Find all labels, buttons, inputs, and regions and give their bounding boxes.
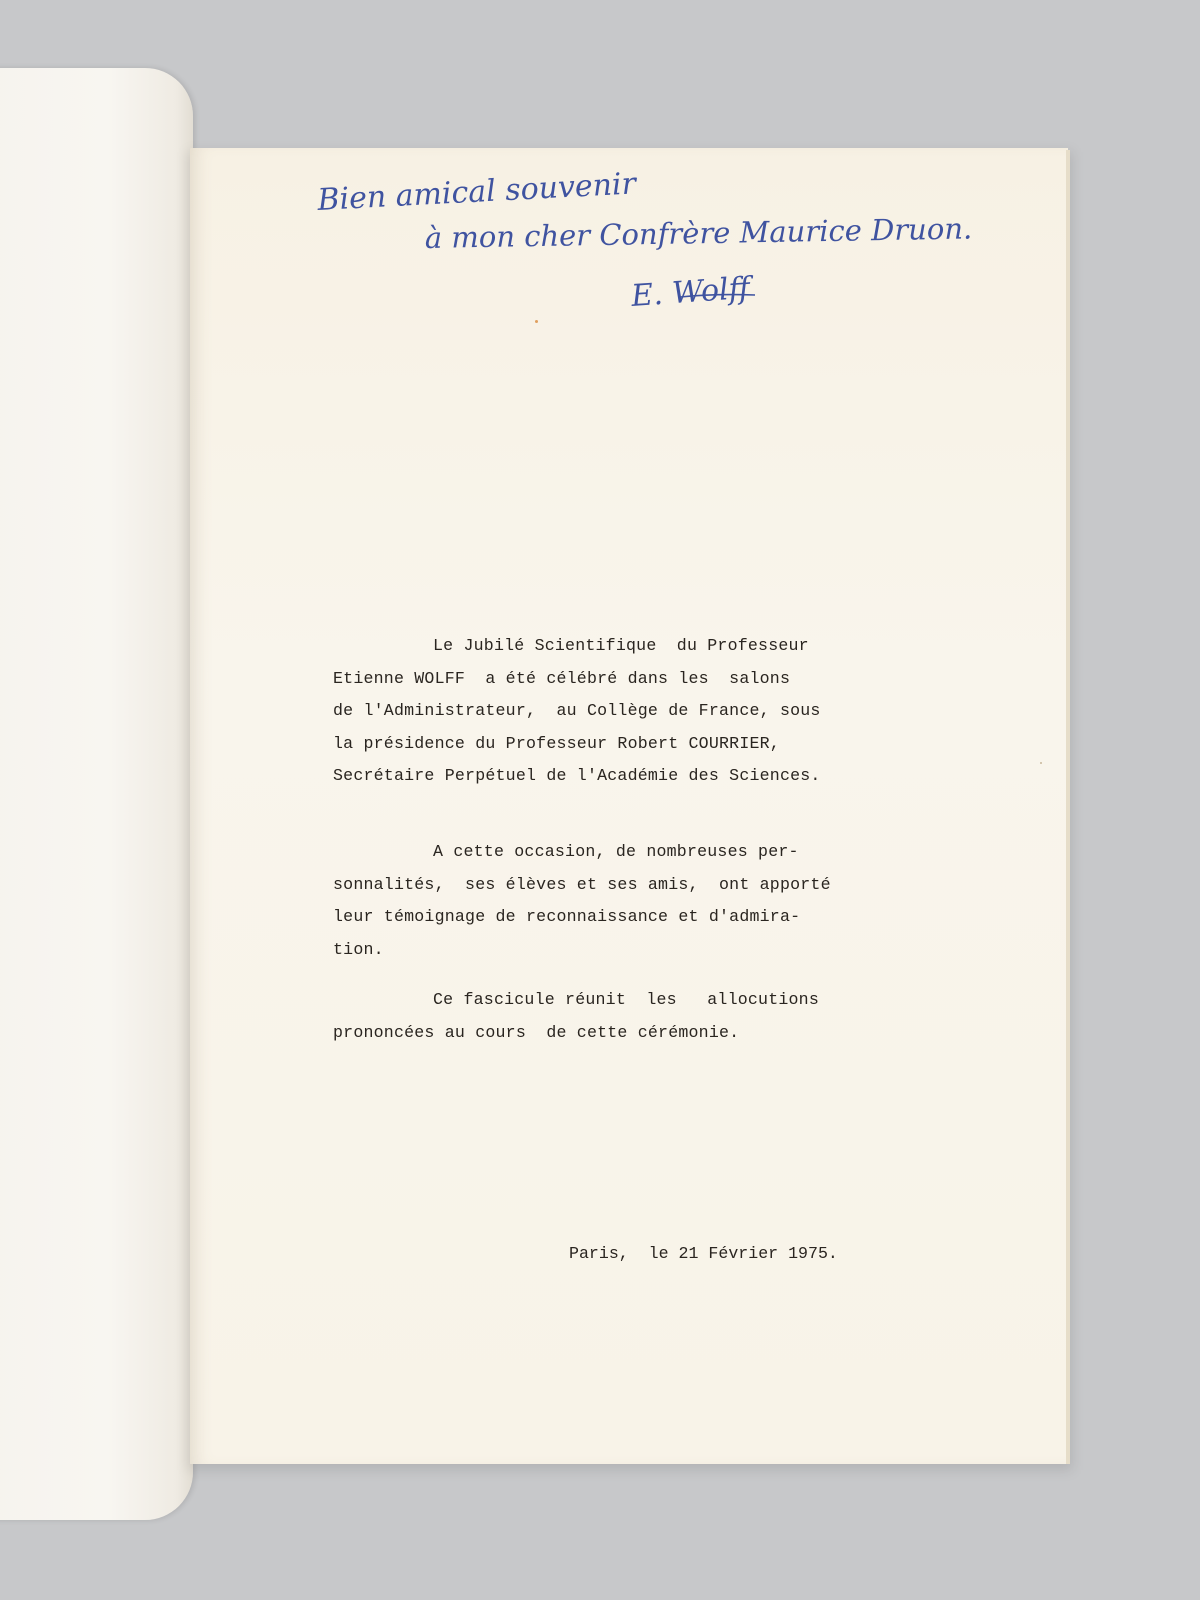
para2-line: tion.: [333, 939, 384, 959]
paragraph-jubilee: [333, 630, 853, 793]
para1-line: de l'Administrateur, au Collège de France, sous: [333, 701, 821, 720]
inscription-signature: E. Wolff: [630, 270, 751, 314]
para3-line: Ce fascicule réunit les allocutions: [433, 990, 819, 1009]
para1-line: la présidence du Professeur Robert COURRIER,: [333, 733, 780, 753]
dateline: Paris, le 21 Février 1975.: [569, 1244, 838, 1263]
para2-line: sonnalités, ses élèves et ses amis, ont apporté: [333, 874, 831, 894]
para2-line: leur témoignage de reconnaissance et d'admira-: [333, 907, 801, 926]
paragraph-occasion: [333, 836, 853, 966]
para3-line: prononcées au cours de cette cérémonie.: [333, 1022, 740, 1042]
paper-speck: [1040, 762, 1042, 764]
para1-line: Le Jubilé Scientifique du Professeur: [433, 636, 809, 655]
inscription-line-1: Bien amical souvenir: [316, 166, 637, 218]
paper-speck: [535, 320, 538, 323]
paragraph-fascicule: [333, 984, 853, 1049]
para2-line: A cette occasion, de nombreuses per-: [433, 842, 799, 861]
handwritten-inscription: [0, 0, 1200, 360]
para1-line: Etienne WOLFF a été célébré dans les salons: [333, 668, 791, 688]
para1-line: Secrétaire Perpétuel de l'Académie des Sciences.: [333, 766, 821, 785]
inscription-line-2: à mon cher Confrère Maurice Druon.: [424, 211, 973, 255]
